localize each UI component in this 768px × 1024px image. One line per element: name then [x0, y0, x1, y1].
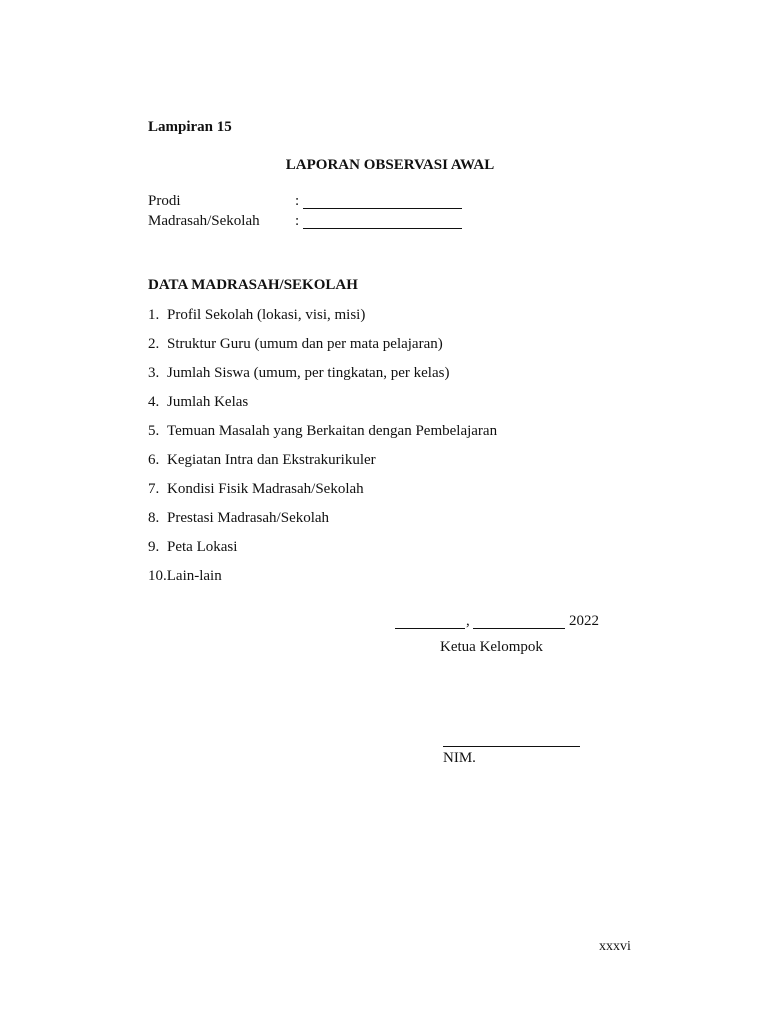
list-item-number: 5.	[148, 423, 160, 439]
list-item	[148, 508, 497, 537]
list-item-text: Peta Lokasi	[167, 539, 238, 555]
field-separator-prodi: :	[295, 193, 300, 209]
list-item	[148, 363, 497, 392]
list-item	[148, 566, 497, 595]
list-item	[148, 334, 497, 363]
list-item	[148, 421, 497, 450]
list-item-text: Prestasi Madrasah/Sekolah	[167, 510, 330, 526]
list-item-text: Kegiatan Intra dan Ekstrakurikuler	[167, 452, 376, 468]
list-item-number: 10.	[148, 568, 167, 584]
list-item-number: 1.	[148, 307, 160, 323]
section-heading: DATA MADRASAH/SEKOLAH	[148, 277, 358, 293]
field-blank-madrasah	[303, 228, 462, 229]
signer-role: Ketua Kelompok	[440, 639, 543, 655]
field-separator-madrasah: :	[295, 213, 300, 229]
document-title: LAPORAN OBSERVASI AWAL	[285, 157, 495, 173]
list-item-text: Struktur Guru (umum dan per mata pelajaran)	[167, 336, 443, 352]
list-item-text: Jumlah Siswa (umum, per tingkatan, per kelas)	[167, 365, 450, 381]
field-label-prodi: Prodi	[148, 193, 181, 209]
list-item-text: Kondisi Fisik Madrasah/Sekolah	[167, 481, 364, 497]
list-item-text: Lain-lain	[166, 568, 222, 584]
list-item-number: 9.	[148, 539, 160, 555]
list-item-text: Temuan Masalah yang Berkaitan dengan Pembelajaran	[167, 423, 498, 439]
list-item-number: 3.	[148, 365, 160, 381]
list-item-text: Jumlah Kelas	[167, 394, 249, 410]
field-label-madrasah: Madrasah/Sekolah	[148, 213, 260, 229]
list-item-number: 6.	[148, 452, 160, 468]
date-year: 2022	[569, 613, 599, 629]
nim-label: NIM.	[443, 750, 476, 766]
list-item-text: Profil Sekolah (lokasi, visi, misi)	[167, 307, 366, 323]
appendix-label: Lampiran 15	[148, 119, 232, 135]
field-blank-prodi	[303, 208, 462, 209]
list-item	[148, 450, 497, 479]
page-number: xxxvi	[599, 939, 631, 954]
list-item-number: 8.	[148, 510, 160, 526]
list-item	[148, 305, 497, 334]
list-item-number: 7.	[148, 481, 160, 497]
date-day-month-blank	[473, 628, 565, 629]
list-item	[148, 392, 497, 421]
data-list	[148, 305, 497, 595]
list-item	[148, 537, 497, 566]
date-place-blank	[395, 628, 465, 629]
list-item	[148, 479, 497, 508]
list-item-number: 2.	[148, 336, 160, 352]
list-item-number: 4.	[148, 394, 160, 410]
signature-blank	[443, 746, 580, 747]
date-separator: ,	[466, 613, 470, 629]
